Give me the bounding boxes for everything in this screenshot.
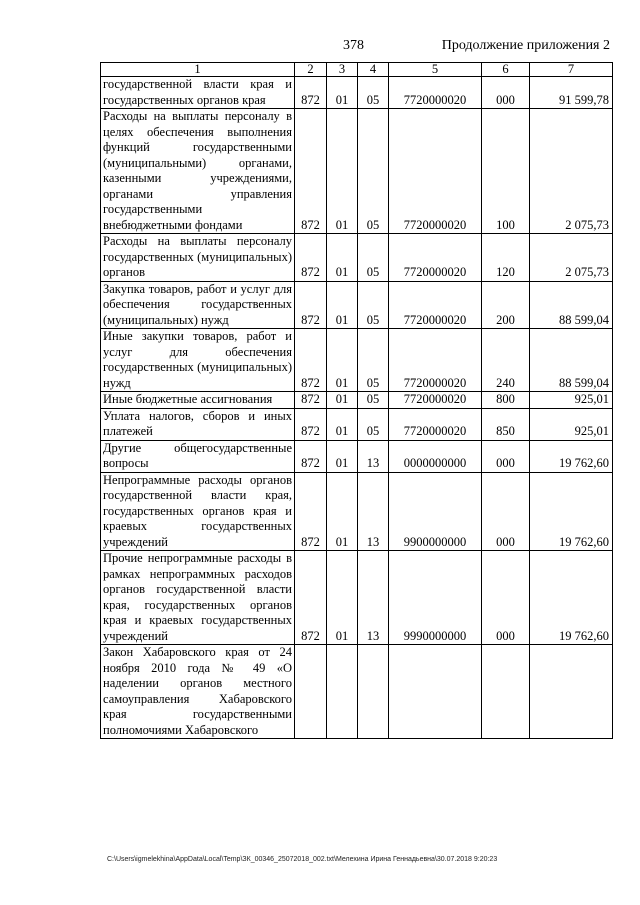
row-code: 01: [327, 551, 358, 645]
table-row: [101, 408, 613, 440]
row-code: 872: [295, 551, 327, 645]
row-code: 7720000020: [389, 109, 482, 234]
column-header: 4: [358, 63, 389, 77]
column-header: 1: [101, 63, 295, 77]
row-code: 05: [358, 109, 389, 234]
row-code: 872: [295, 408, 327, 440]
row-code: 872: [295, 234, 327, 282]
row-description: Иные бюджетные ассигнования: [101, 392, 295, 409]
row-description: Непрограммные расходы органов государственной власти края, государственных органов края и краевых государственных учреждений: [101, 472, 295, 551]
row-amount: 925,01: [530, 392, 613, 409]
row-code: 7720000020: [389, 329, 482, 392]
table-row: [101, 440, 613, 472]
table-row: [101, 281, 613, 329]
row-code: 872: [295, 281, 327, 329]
table-row: [101, 392, 613, 409]
row-code: 05: [358, 234, 389, 282]
row-amount: 2 075,73: [530, 234, 613, 282]
budget-table: [100, 62, 613, 739]
row-code: 7720000020: [389, 234, 482, 282]
row-code: [482, 645, 530, 739]
row-amount: 2 075,73: [530, 109, 613, 234]
row-code: [358, 645, 389, 739]
row-code: 05: [358, 77, 389, 109]
row-description: Другие общегосударственные вопросы: [101, 440, 295, 472]
row-code: 000: [482, 77, 530, 109]
file-path-footer: C:\Users\igmelekhina\AppData\Local\Temp\ЗК_00346_25072018_002.txt\Мелехина Ирина Геннадьевна\30.07.2018 9:20:23: [107, 856, 498, 863]
row-code: 7720000020: [389, 77, 482, 109]
row-code: 01: [327, 234, 358, 282]
row-description: Расходы на выплаты персоналу государственных (муниципальных) органов: [101, 234, 295, 282]
column-header: 2: [295, 63, 327, 77]
row-code: 872: [295, 440, 327, 472]
column-header: 5: [389, 63, 482, 77]
row-code: 0000000000: [389, 440, 482, 472]
row-amount: 19 762,60: [530, 551, 613, 645]
column-header: 6: [482, 63, 530, 77]
row-description: государственной власти края и государственных органов края: [101, 77, 295, 109]
row-code: 01: [327, 472, 358, 551]
row-code: 05: [358, 408, 389, 440]
table-row: [101, 472, 613, 551]
row-amount: 88 599,04: [530, 281, 613, 329]
row-description: Закупка товаров, работ и услуг для обеспечения государственных (муниципальных) нужд: [101, 281, 295, 329]
row-description: Уплата налогов, сборов и иных платежей: [101, 408, 295, 440]
row-code: 872: [295, 329, 327, 392]
row-code: 9990000000: [389, 551, 482, 645]
table-row: [101, 77, 613, 109]
row-description: Иные закупки товаров, работ и услуг для обеспечения государственных (муниципальных) нужд: [101, 329, 295, 392]
row-code: 000: [482, 472, 530, 551]
row-code: 01: [327, 329, 358, 392]
row-code: 9900000000: [389, 472, 482, 551]
row-code: 05: [358, 392, 389, 409]
page-number: 378: [343, 38, 364, 53]
row-amount: 88 599,04: [530, 329, 613, 392]
row-description: Закон Хабаровского края от 24 ноября 2010 года № 49 «О наделении органов местного самоуправления Хабаровского края государственными полномочиями Хабаровского: [101, 645, 295, 739]
row-description: Прочие непрограммные расходы в рамках непрограммных расходов органов государственной власти края, государственных органов края и краевых государственных учреждений: [101, 551, 295, 645]
row-code: 872: [295, 392, 327, 409]
table-row: [101, 645, 613, 739]
row-code: 200: [482, 281, 530, 329]
row-code: 100: [482, 109, 530, 234]
row-amount: 19 762,60: [530, 472, 613, 551]
row-code: 05: [358, 281, 389, 329]
row-code: 13: [358, 551, 389, 645]
row-code: 7720000020: [389, 281, 482, 329]
table-row: [101, 329, 613, 392]
row-amount: 925,01: [530, 408, 613, 440]
column-header: 3: [327, 63, 358, 77]
row-code: 01: [327, 77, 358, 109]
table-row: [101, 551, 613, 645]
row-code: 872: [295, 472, 327, 551]
row-code: [327, 645, 358, 739]
row-code: 850: [482, 408, 530, 440]
row-amount: 19 762,60: [530, 440, 613, 472]
row-code: 01: [327, 440, 358, 472]
row-code: 000: [482, 551, 530, 645]
row-code: 7720000020: [389, 392, 482, 409]
row-code: 01: [327, 109, 358, 234]
row-code: 01: [327, 408, 358, 440]
row-description: Расходы на выплаты персоналу в целях обеспечения выполнения функций государственными (муниципальными) органами, казенными учреждениями, органами управления государственными внебюджетными фондами: [101, 109, 295, 234]
row-code: 000: [482, 440, 530, 472]
row-amount: 91 599,78: [530, 77, 613, 109]
row-code: [295, 645, 327, 739]
table-row: [101, 234, 613, 282]
row-code: 01: [327, 392, 358, 409]
row-code: 01: [327, 281, 358, 329]
row-code: 05: [358, 329, 389, 392]
row-code: 7720000020: [389, 408, 482, 440]
row-code: 13: [358, 440, 389, 472]
row-amount: [530, 645, 613, 739]
column-header: 7: [530, 63, 613, 77]
row-code: 120: [482, 234, 530, 282]
row-code: [389, 645, 482, 739]
row-code: 240: [482, 329, 530, 392]
row-code: 872: [295, 77, 327, 109]
row-code: 872: [295, 109, 327, 234]
table-header-row: [101, 63, 613, 77]
row-code: 13: [358, 472, 389, 551]
row-code: 800: [482, 392, 530, 409]
continuation-label: Продолжение приложения 2: [441, 38, 610, 53]
table-row: [101, 109, 613, 234]
